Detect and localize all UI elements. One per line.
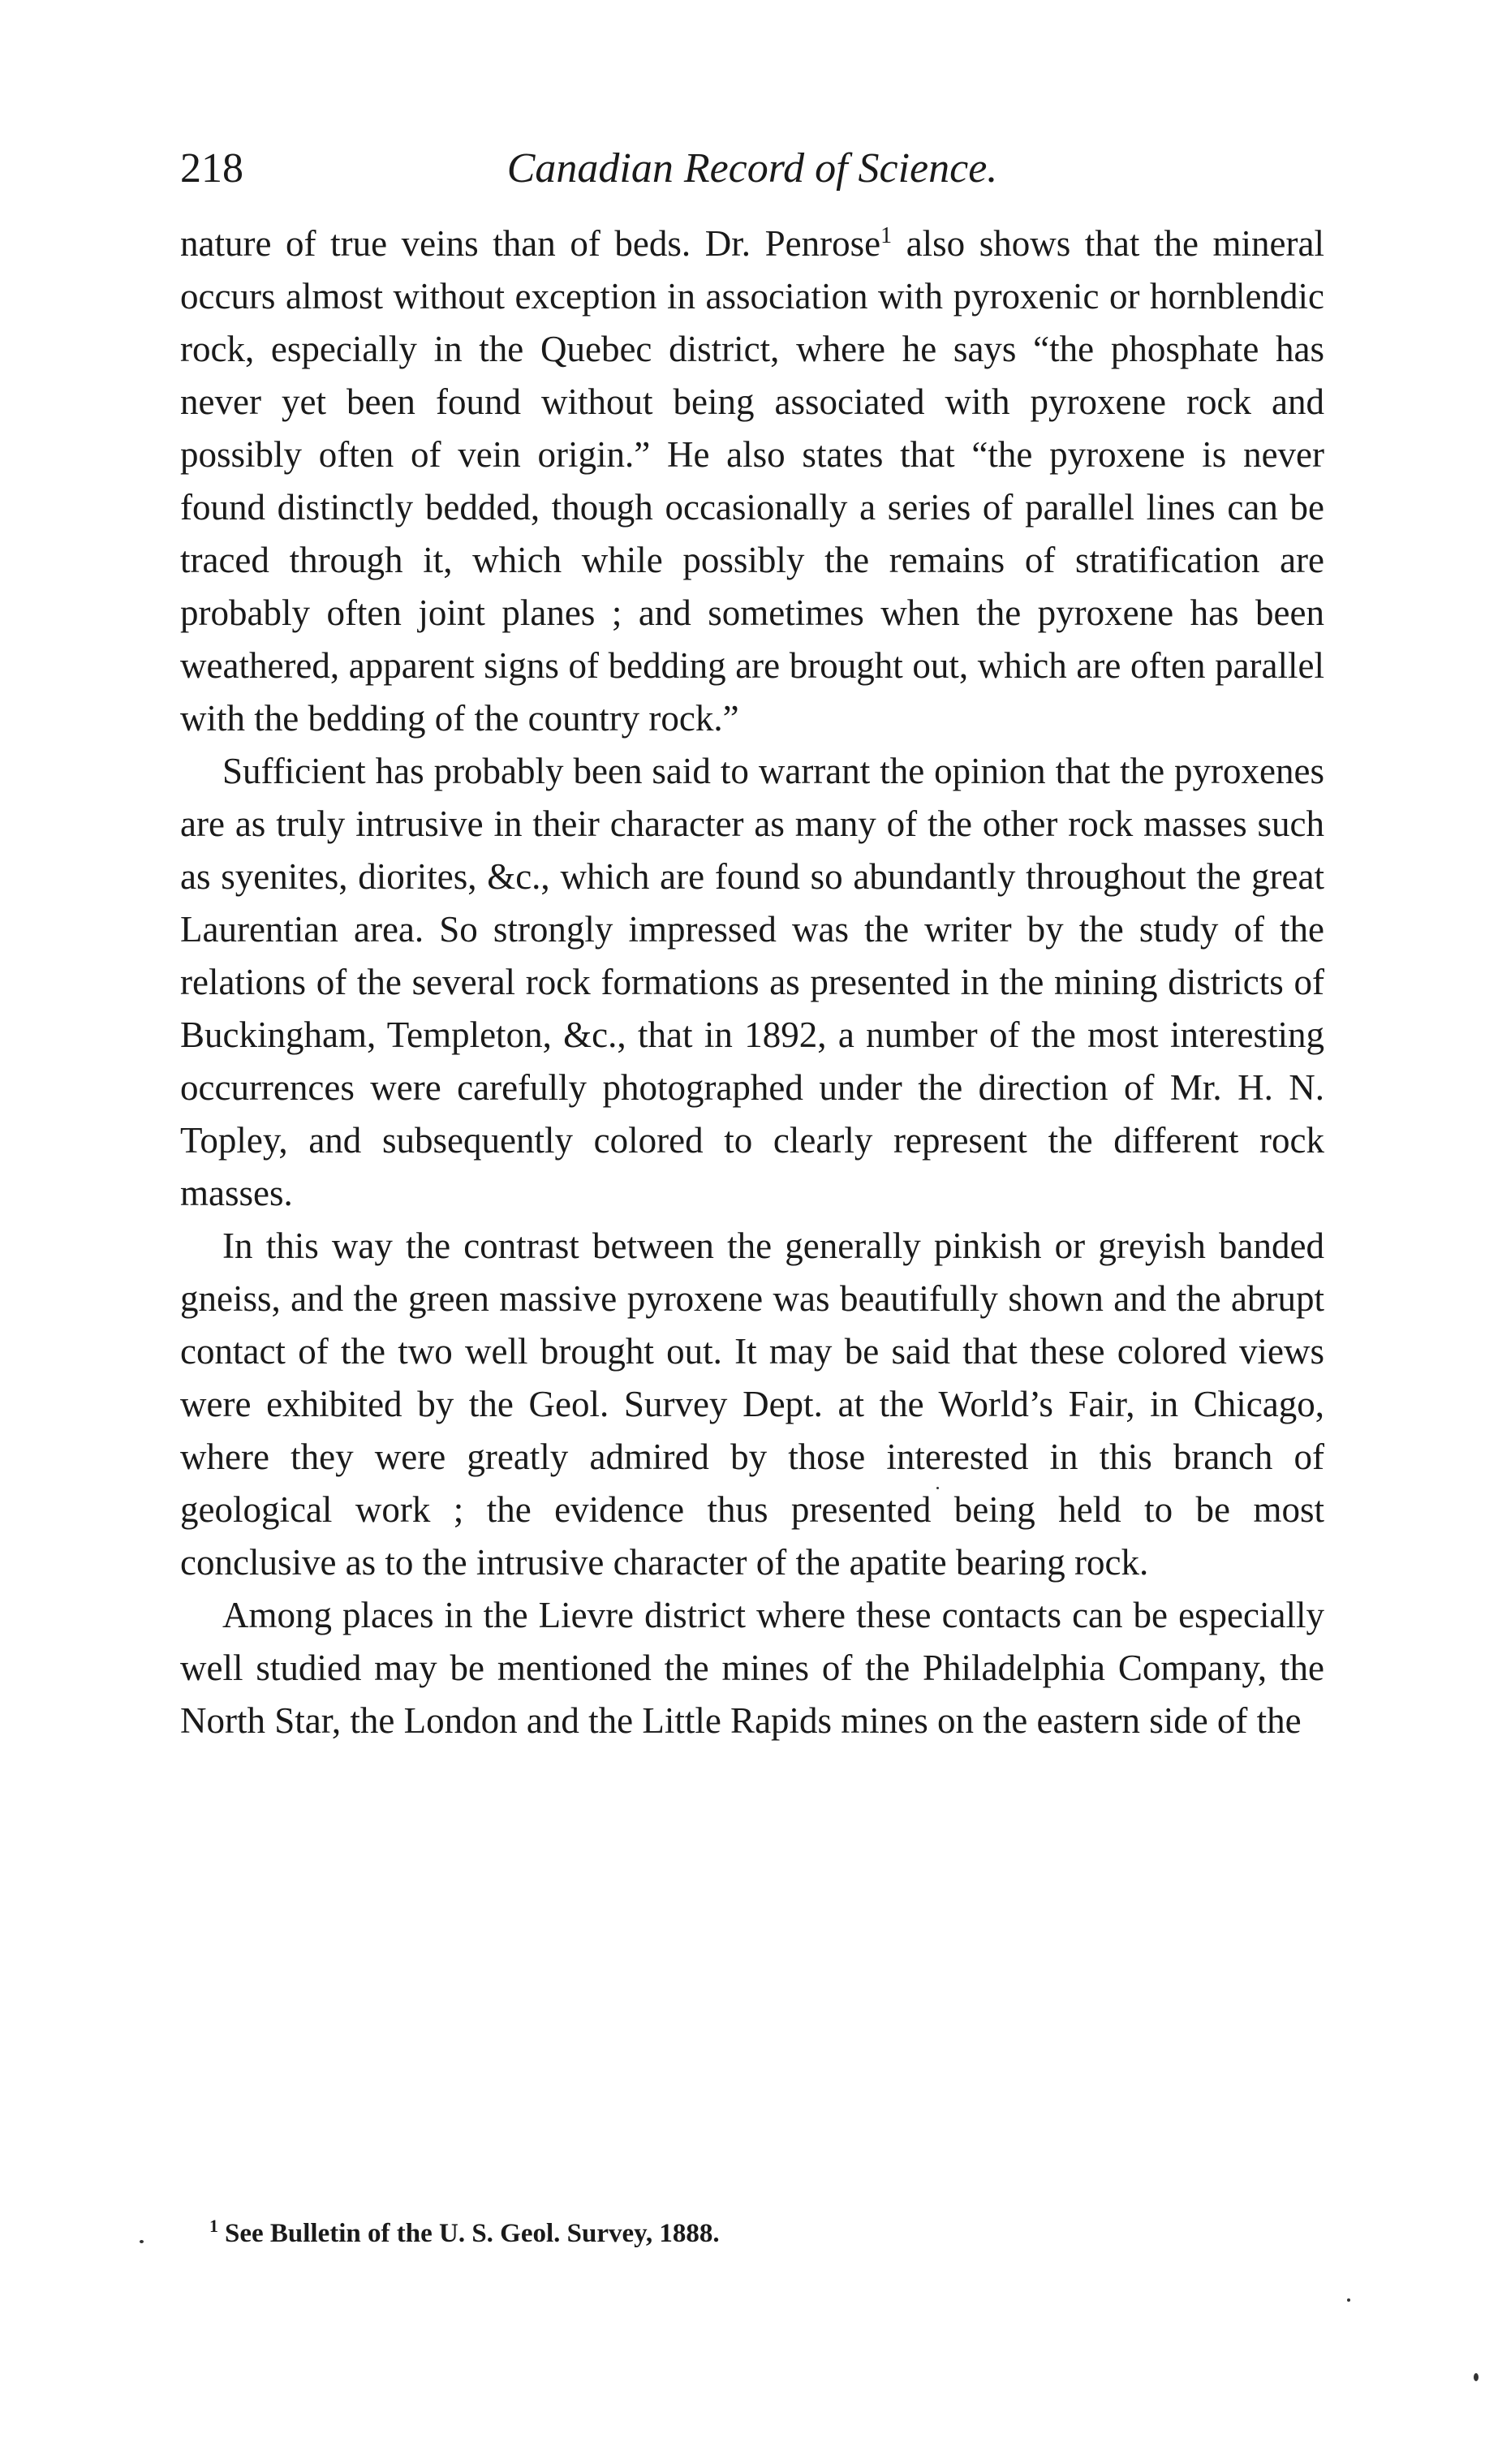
footnote-text: See Bulletin of the U. S. Geol. Survey, 1888. <box>225 2219 720 2248</box>
running-title: Canadian Record of Science. <box>506 145 998 192</box>
paragraph-4: Among places in the Lievre district where these contacts can be especially well studied may be mentioned the mines of the Philadelphia Company, the North Star, the London and the Little Rapids mines on the eastern side of the <box>180 1595 1324 1741</box>
paragraph-1 <box>180 218 1324 745</box>
paragraph-1-rest: also shows that the mineral occurs almost without exception in association with pyroxenic or hornblendic rock, especially in the Quebec district, where he says “the phosphate has never yet been found without being associated with pyroxene rock and possibly often of vein origin.” He also states that “the pyroxene is never found distinctly bedded, though occasionally a series of parallel lines can be traced through it, which while possibly the remains of stratification are probably often joint planes ; and sometimes when the pyroxene has been weathered, apparent signs of bedding are brought out, which are often parallel with the bedding of the country rock.” <box>180 223 1324 739</box>
paragraph-1-start: nature of true veins than of beds. Dr. Penrose <box>180 223 881 264</box>
paragraph-2: Sufficient has probably been said to warrant the opinion that the pyroxenes are as truly intrusive in their character as many of the other rock masses such as syenites, diorites, &c., which are found so abundantly throughout the great Laurentian area. So strongly impressed was the writer by the study of the relations of the several rock formations as presented in the mining districts of Buckingham, Templeton, &c., that in 1892, a number of the most interesting occurrences were carefully photographed under the direction of Mr. H. N. Topley, and subsequently colored to clearly represent the different rock masses. <box>180 751 1324 1213</box>
page-number: 218 <box>180 145 243 192</box>
paragraph-3: In this way the contrast between the generally pinkish or greyish banded gneiss, and the green massive pyroxene was beautifully shown and the abrupt contact of the two well brought out. It may be said that these colored views were exhibited by the Geol. Survey Dept. at the World’s Fair, in Chicago, where they were greatly admired by those interested in this branch of geological work ; the evidence thus presented being held to be most conclusive as to the intrusive character of the apatite bearing rock. <box>180 1226 1324 1583</box>
running-head <box>180 136 1324 201</box>
body-text <box>180 218 1324 1747</box>
print-speck <box>1474 2373 1479 2381</box>
print-speck <box>1347 2298 1350 2302</box>
footnote-mark: 1 <box>209 2216 218 2236</box>
print-speck <box>936 1487 939 1489</box>
print-speck <box>140 2240 144 2243</box>
footnote <box>209 2216 1264 2251</box>
footnote-reference: 1 <box>880 223 893 248</box>
